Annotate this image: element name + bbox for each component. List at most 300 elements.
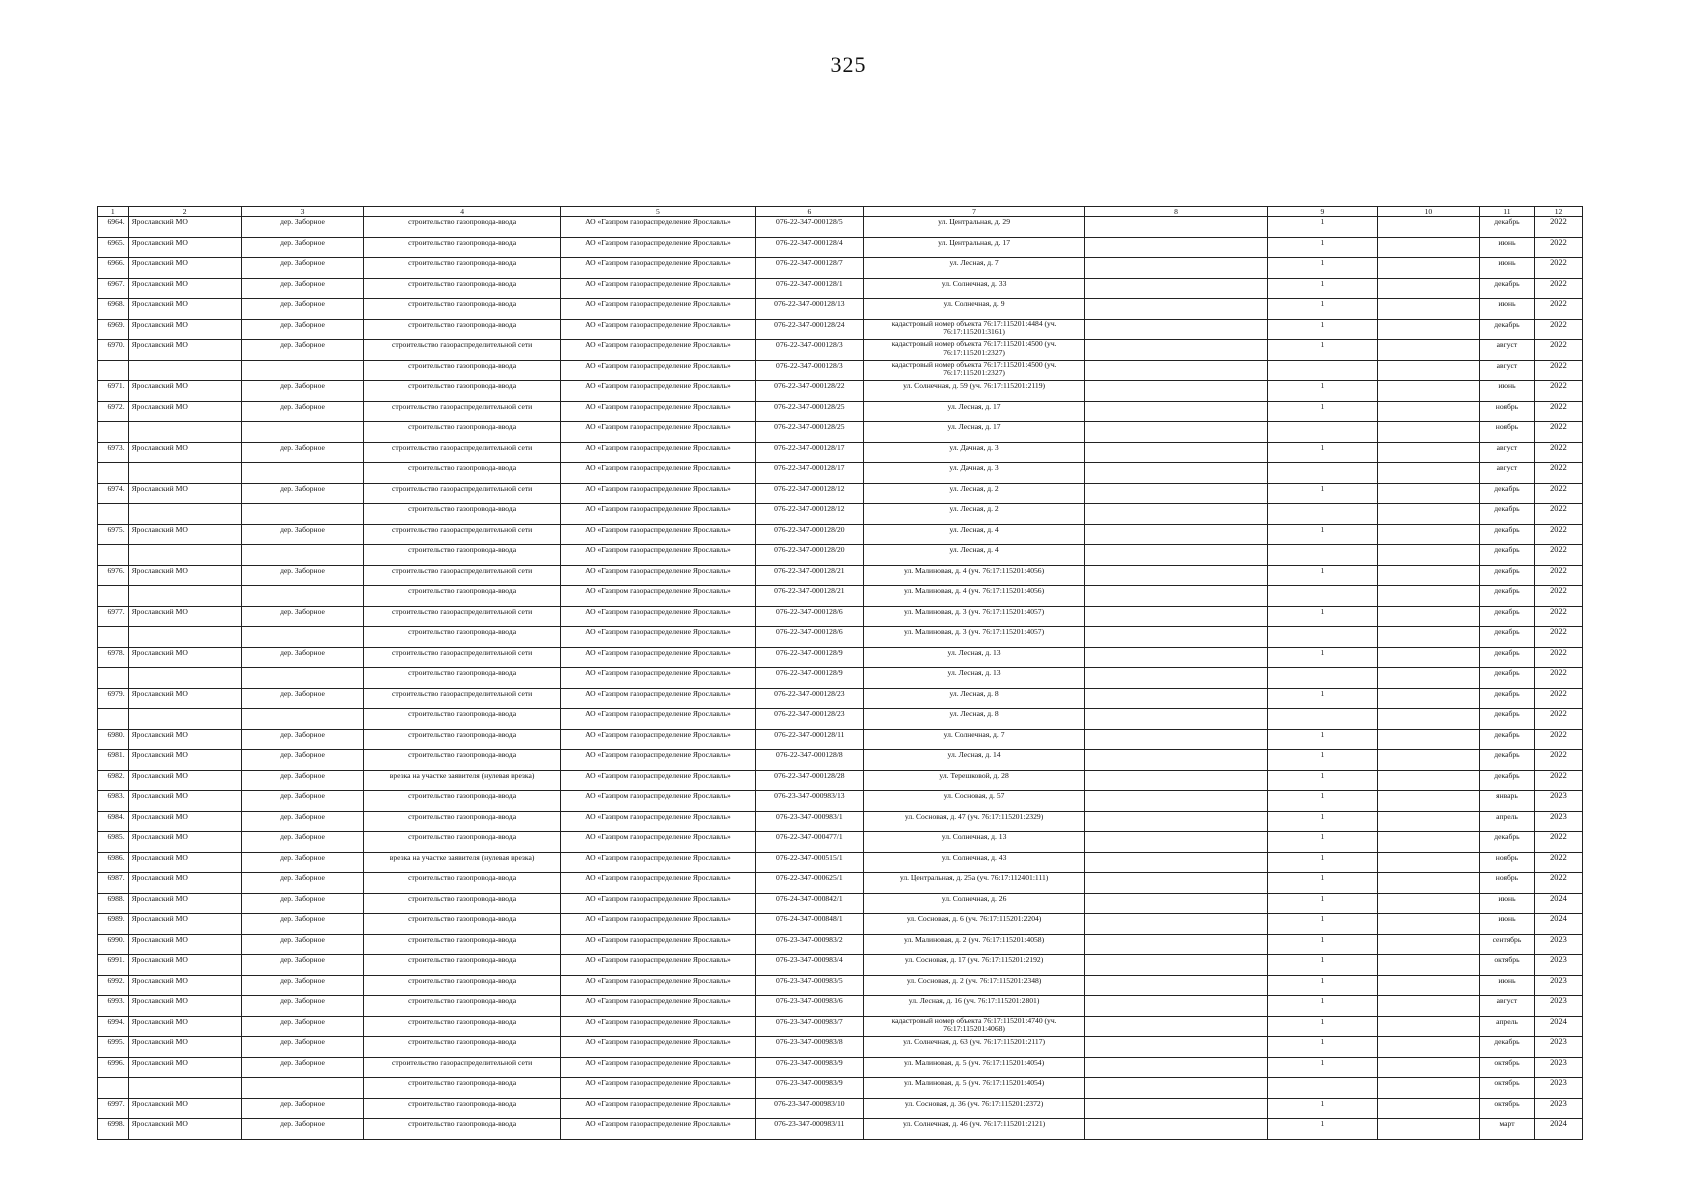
contract-number-cell: 076-23-347-000983/9 [755,1057,863,1078]
table-row [98,668,1583,689]
locality-cell [241,360,363,381]
municipality-cell [128,463,241,484]
month-cell: декабрь [1479,770,1534,791]
municipality-cell: Ярославский МО [128,565,241,586]
municipality-cell: Ярославский МО [128,524,241,545]
month-cell: январь [1479,791,1534,812]
column-8-cell [1085,832,1268,853]
row-number: 6972. [98,401,129,422]
month-cell: август [1479,360,1534,381]
address-cell: ул. Лесная, д. 7 [863,258,1084,279]
year-cell: 2022 [1534,360,1582,381]
row-number: 6970. [98,340,129,361]
quantity-cell [1267,545,1377,566]
work-type-cell: строительство газопровода-ввода [364,934,561,955]
table-row [98,217,1583,238]
row-number: 6968. [98,299,129,320]
municipality-cell: Ярославский МО [128,893,241,914]
column-10-cell [1377,647,1479,668]
address-cell: ул. Малиновая, д. 5 (уч. 76:17:115201:4054) [863,1078,1084,1099]
organization-cell: АО «Газпром газораспределение Ярославль» [561,442,756,463]
address-cell: ул. Малиновая, д. 2 (уч. 76:17:115201:4058) [863,934,1084,955]
work-type-cell: строительство газопровода-ввода [364,627,561,648]
year-cell: 2022 [1534,442,1582,463]
column-8-cell [1085,791,1268,812]
locality-cell [241,463,363,484]
column-10-cell [1377,1078,1479,1099]
table-row [98,524,1583,545]
row-number [98,709,129,730]
organization-cell: АО «Газпром газораспределение Ярославль» [561,934,756,955]
year-cell: 2024 [1534,1119,1582,1140]
municipality-cell: Ярославский МО [128,975,241,996]
table-row [98,750,1583,771]
column-10-cell [1377,278,1479,299]
quantity-cell: 1 [1267,934,1377,955]
work-type-cell: строительство газопровода-ввода [364,504,561,525]
column-10-cell [1377,1098,1479,1119]
organization-cell: АО «Газпром газораспределение Ярославль» [561,565,756,586]
contract-number-cell: 076-22-347-000128/6 [755,606,863,627]
quantity-cell: 1 [1267,1016,1377,1037]
quantity-cell: 1 [1267,1037,1377,1058]
address-cell: ул. Дачная, д. 3 [863,442,1084,463]
table-row [98,934,1583,955]
contract-number-cell: 076-22-347-000128/3 [755,340,863,361]
row-number: 6969. [98,319,129,340]
quantity-cell: 1 [1267,565,1377,586]
work-type-cell: строительство газопровода-ввода [364,832,561,853]
locality-cell: дер. Заборное [241,258,363,279]
address-cell: ул. Малиновая, д. 3 (уч. 76:17:115201:4057) [863,627,1084,648]
contract-number-cell: 076-22-347-000128/1 [755,278,863,299]
month-cell: июнь [1479,381,1534,402]
year-cell: 2022 [1534,668,1582,689]
quantity-cell: 1 [1267,729,1377,750]
organization-cell: АО «Газпром газораспределение Ярославль» [561,750,756,771]
table-row [98,401,1583,422]
quantity-cell: 1 [1267,811,1377,832]
address-cell: ул. Лесная, д. 4 [863,524,1084,545]
work-type-cell: строительство газораспределительной сети [364,565,561,586]
municipality-cell: Ярославский МО [128,1119,241,1140]
column-8-cell [1085,483,1268,504]
locality-cell: дер. Заборное [241,278,363,299]
municipality-cell: Ярославский МО [128,1057,241,1078]
month-cell: июнь [1479,258,1534,279]
column-8-cell [1085,688,1268,709]
row-number: 6986. [98,852,129,873]
address-cell: ул. Центральная, д. 25а (уч. 76:17:112401:111) [863,873,1084,894]
month-cell: август [1479,442,1534,463]
work-type-cell: строительство газопровода-ввода [364,668,561,689]
quantity-cell: 1 [1267,278,1377,299]
row-number: 6971. [98,381,129,402]
address-cell: ул. Солнечная, д. 63 (уч. 76:17:115201:2117) [863,1037,1084,1058]
column-header: 7 [863,207,1084,217]
row-number: 6974. [98,483,129,504]
contract-number-cell: 076-23-347-000983/6 [755,996,863,1017]
contract-number-cell: 076-22-347-000128/24 [755,319,863,340]
quantity-cell: 1 [1267,975,1377,996]
locality-cell: дер. Заборное [241,237,363,258]
organization-cell: АО «Газпром газораспределение Ярославль» [561,729,756,750]
month-cell: декабрь [1479,483,1534,504]
column-10-cell [1377,668,1479,689]
quantity-cell: 1 [1267,442,1377,463]
address-cell: ул. Солнечная, д. 59 (уч. 76:17:115201:2119) [863,381,1084,402]
municipality-cell: Ярославский МО [128,299,241,320]
organization-cell: АО «Газпром газораспределение Ярославль» [561,422,756,443]
year-cell: 2022 [1534,606,1582,627]
row-number [98,422,129,443]
column-10-cell [1377,791,1479,812]
organization-cell: АО «Газпром газораспределение Ярославль» [561,914,756,935]
column-header: 9 [1267,207,1377,217]
quantity-cell: 1 [1267,955,1377,976]
municipality-cell: Ярославский МО [128,442,241,463]
column-8-cell [1085,893,1268,914]
column-8-cell [1085,258,1268,279]
work-type-cell: строительство газопровода-ввода [364,217,561,238]
month-cell: ноябрь [1479,422,1534,443]
month-cell: октябрь [1479,1098,1534,1119]
contract-number-cell: 076-22-347-000128/13 [755,299,863,320]
column-8-cell [1085,873,1268,894]
work-type-cell: врезка на участке заявителя (нулевая врезка) [364,852,561,873]
column-8-cell [1085,934,1268,955]
work-type-cell: строительство газопровода-ввода [364,258,561,279]
year-cell: 2023 [1534,1098,1582,1119]
organization-cell: АО «Газпром газораспределение Ярославль» [561,1078,756,1099]
address-cell: ул. Лесная, д. 2 [863,483,1084,504]
table-row [98,319,1583,340]
address-cell: ул. Лесная, д. 13 [863,647,1084,668]
column-8-cell [1085,340,1268,361]
address-cell: ул. Солнечная, д. 26 [863,893,1084,914]
quantity-cell: 1 [1267,647,1377,668]
quantity-cell [1267,463,1377,484]
column-10-cell [1377,996,1479,1017]
row-number: 6982. [98,770,129,791]
year-cell: 2022 [1534,381,1582,402]
organization-cell: АО «Газпром газораспределение Ярославль» [561,606,756,627]
column-8-cell [1085,319,1268,340]
address-cell: ул. Сосновая, д. 57 [863,791,1084,812]
organization-cell: АО «Газпром газораспределение Ярославль» [561,401,756,422]
month-cell: декабрь [1479,709,1534,730]
month-cell: ноябрь [1479,873,1534,894]
table-row [98,1098,1583,1119]
organization-cell: АО «Газпром газораспределение Ярославль» [561,586,756,607]
column-10-cell [1377,258,1479,279]
column-10-cell [1377,914,1479,935]
column-8-cell [1085,504,1268,525]
column-8-cell [1085,586,1268,607]
year-cell: 2022 [1534,873,1582,894]
organization-cell: АО «Газпром газораспределение Ярославль» [561,852,756,873]
address-cell: ул. Лесная, д. 13 [863,668,1084,689]
municipality-cell: Ярославский МО [128,319,241,340]
organization-cell: АО «Газпром газораспределение Ярославль» [561,1098,756,1119]
work-type-cell: строительство газопровода-ввода [364,586,561,607]
month-cell: июнь [1479,893,1534,914]
quantity-cell: 1 [1267,1119,1377,1140]
municipality-cell [128,422,241,443]
locality-cell: дер. Заборное [241,606,363,627]
locality-cell: дер. Заборное [241,381,363,402]
table-row [98,975,1583,996]
year-cell: 2022 [1534,422,1582,443]
column-10-cell [1377,565,1479,586]
row-number: 6973. [98,442,129,463]
table-row [98,852,1583,873]
municipality-cell: Ярославский МО [128,852,241,873]
locality-cell: дер. Заборное [241,1016,363,1037]
organization-cell: АО «Газпром газораспределение Ярославль» [561,832,756,853]
year-cell: 2022 [1534,340,1582,361]
contract-number-cell: 076-23-347-000983/11 [755,1119,863,1140]
address-cell: ул. Лесная, д. 8 [863,709,1084,730]
contract-number-cell: 076-22-347-000128/21 [755,586,863,607]
column-8-cell [1085,442,1268,463]
month-cell: апрель [1479,1016,1534,1037]
quantity-cell: 1 [1267,996,1377,1017]
locality-cell: дер. Заборное [241,811,363,832]
quantity-cell [1267,360,1377,381]
contract-number-cell: 076-23-347-000983/5 [755,975,863,996]
address-cell: ул. Малиновая, д. 3 (уч. 76:17:115201:4057) [863,606,1084,627]
row-number: 6984. [98,811,129,832]
column-8-cell [1085,914,1268,935]
municipality-cell: Ярославский МО [128,934,241,955]
organization-cell: АО «Газпром газораспределение Ярославль» [561,1016,756,1037]
locality-cell: дер. Заборное [241,299,363,320]
column-8-cell [1085,1057,1268,1078]
contract-number-cell: 076-24-347-000848/1 [755,914,863,935]
organization-cell: АО «Газпром газораспределение Ярославль» [561,709,756,730]
column-10-cell [1377,340,1479,361]
quantity-cell [1267,422,1377,443]
contract-number-cell: 076-23-347-000983/1 [755,811,863,832]
address-cell: ул. Солнечная, д. 13 [863,832,1084,853]
quantity-cell: 1 [1267,832,1377,853]
table-row [98,442,1583,463]
locality-cell: дер. Заборное [241,524,363,545]
municipality-cell: Ярославский МО [128,832,241,853]
locality-cell: дер. Заборное [241,955,363,976]
work-type-cell: строительство газопровода-ввода [364,996,561,1017]
row-number: 6965. [98,237,129,258]
contract-number-cell: 076-22-347-000128/17 [755,442,863,463]
year-cell: 2024 [1534,914,1582,935]
organization-cell: АО «Газпром газораспределение Ярославль» [561,996,756,1017]
month-cell: сентябрь [1479,934,1534,955]
column-10-cell [1377,1016,1479,1037]
table-row [98,955,1583,976]
quantity-cell: 1 [1267,606,1377,627]
row-number: 6985. [98,832,129,853]
contract-number-cell: 076-24-347-000842/1 [755,893,863,914]
row-number: 6993. [98,996,129,1017]
locality-cell: дер. Заборное [241,729,363,750]
table-row [98,606,1583,627]
locality-cell: дер. Заборное [241,934,363,955]
work-type-cell: строительство газопровода-ввода [364,791,561,812]
year-cell: 2023 [1534,1078,1582,1099]
work-type-cell: строительство газопровода-ввода [364,1078,561,1099]
locality-cell: дер. Заборное [241,873,363,894]
contract-number-cell: 076-23-347-000983/9 [755,1078,863,1099]
table-row [98,893,1583,914]
contract-number-cell: 076-22-347-000128/3 [755,360,863,381]
quantity-cell: 1 [1267,1057,1377,1078]
column-10-cell [1377,709,1479,730]
address-cell: ул. Дачная, д. 3 [863,463,1084,484]
contract-number-cell: 076-22-347-000128/23 [755,709,863,730]
column-8-cell [1085,668,1268,689]
table-row [98,1119,1583,1140]
locality-cell: дер. Заборное [241,647,363,668]
locality-cell: дер. Заборное [241,565,363,586]
locality-cell: дер. Заборное [241,893,363,914]
organization-cell: АО «Газпром газораспределение Ярославль» [561,1057,756,1078]
row-number: 6967. [98,278,129,299]
month-cell: декабрь [1479,217,1534,238]
quantity-cell: 1 [1267,483,1377,504]
work-type-cell: строительство газопровода-ввода [364,955,561,976]
year-cell: 2022 [1534,627,1582,648]
column-header: 1 [98,207,129,217]
work-type-cell: строительство газораспределительной сети [364,688,561,709]
year-cell: 2022 [1534,565,1582,586]
locality-cell: дер. Заборное [241,770,363,791]
row-number [98,463,129,484]
row-number [98,360,129,381]
column-8-cell [1085,770,1268,791]
column-10-cell [1377,360,1479,381]
contract-number-cell: 076-22-347-000128/6 [755,627,863,648]
work-type-cell: строительство газораспределительной сети [364,483,561,504]
work-type-cell: строительство газопровода-ввода [364,750,561,771]
year-cell: 2023 [1534,975,1582,996]
work-type-cell: строительство газораспределительной сети [364,1057,561,1078]
column-10-cell [1377,750,1479,771]
row-number [98,668,129,689]
column-10-cell [1377,955,1479,976]
municipality-cell: Ярославский МО [128,914,241,935]
column-10-cell [1377,442,1479,463]
table-row [98,996,1583,1017]
column-10-cell [1377,832,1479,853]
month-cell: декабрь [1479,278,1534,299]
locality-cell: дер. Заборное [241,688,363,709]
column-10-cell [1377,852,1479,873]
month-cell: декабрь [1479,545,1534,566]
column-8-cell [1085,996,1268,1017]
column-8-cell [1085,381,1268,402]
locality-cell: дер. Заборное [241,401,363,422]
municipality-cell [128,586,241,607]
work-type-cell: строительство газопровода-ввода [364,237,561,258]
quantity-cell [1267,709,1377,730]
quantity-cell: 1 [1267,791,1377,812]
address-cell: ул. Малиновая, д. 4 (уч. 76:17:115201:4056) [863,565,1084,586]
work-type-cell: строительство газопровода-ввода [364,545,561,566]
month-cell: декабрь [1479,647,1534,668]
column-8-cell [1085,565,1268,586]
row-number: 6975. [98,524,129,545]
contract-number-cell: 076-23-347-000983/13 [755,791,863,812]
column-8-cell [1085,1098,1268,1119]
contract-number-cell: 076-22-347-000128/11 [755,729,863,750]
locality-cell: дер. Заборное [241,914,363,935]
table-row [98,422,1583,443]
municipality-cell: Ярославский МО [128,217,241,238]
month-cell: декабрь [1479,1037,1534,1058]
column-8-cell [1085,524,1268,545]
column-10-cell [1377,524,1479,545]
quantity-cell [1267,627,1377,648]
column-8-cell [1085,975,1268,996]
month-cell: август [1479,340,1534,361]
municipality-cell: Ярославский МО [128,729,241,750]
month-cell: декабрь [1479,832,1534,853]
locality-cell: дер. Заборное [241,340,363,361]
row-number [98,586,129,607]
row-number: 6992. [98,975,129,996]
column-10-cell [1377,811,1479,832]
municipality-cell [128,668,241,689]
row-number: 6991. [98,955,129,976]
column-8-cell [1085,422,1268,443]
address-cell: ул. Малиновая, д. 4 (уч. 76:17:115201:4056) [863,586,1084,607]
column-header: 4 [364,207,561,217]
address-cell: ул. Солнечная, д. 33 [863,278,1084,299]
municipality-cell [128,504,241,525]
locality-cell: дер. Заборное [241,483,363,504]
month-cell: июнь [1479,975,1534,996]
month-cell: октябрь [1479,1057,1534,1078]
address-cell: ул. Солнечная, д. 46 (уч. 76:17:115201:2121) [863,1119,1084,1140]
contract-number-cell: 076-22-347-000128/9 [755,668,863,689]
contract-number-cell: 076-23-347-000983/8 [755,1037,863,1058]
municipality-cell [128,709,241,730]
year-cell: 2023 [1534,1057,1582,1078]
work-type-cell: строительство газопровода-ввода [364,1037,561,1058]
contract-number-cell: 076-22-347-000128/23 [755,688,863,709]
year-cell: 2022 [1534,299,1582,320]
quantity-cell: 1 [1267,893,1377,914]
organization-cell: АО «Газпром газораспределение Ярославль» [561,299,756,320]
row-number: 6966. [98,258,129,279]
year-cell: 2024 [1534,893,1582,914]
year-cell: 2022 [1534,832,1582,853]
municipality-cell [128,1078,241,1099]
column-header: 3 [241,207,363,217]
month-cell: июнь [1479,914,1534,935]
table-row [98,483,1583,504]
municipality-cell: Ярославский МО [128,955,241,976]
month-cell: июнь [1479,299,1534,320]
row-number: 6990. [98,934,129,955]
row-number: 6994. [98,1016,129,1037]
table-row [98,237,1583,258]
municipality-cell [128,627,241,648]
year-cell: 2022 [1534,237,1582,258]
municipality-cell: Ярославский МО [128,688,241,709]
quantity-cell: 1 [1267,319,1377,340]
